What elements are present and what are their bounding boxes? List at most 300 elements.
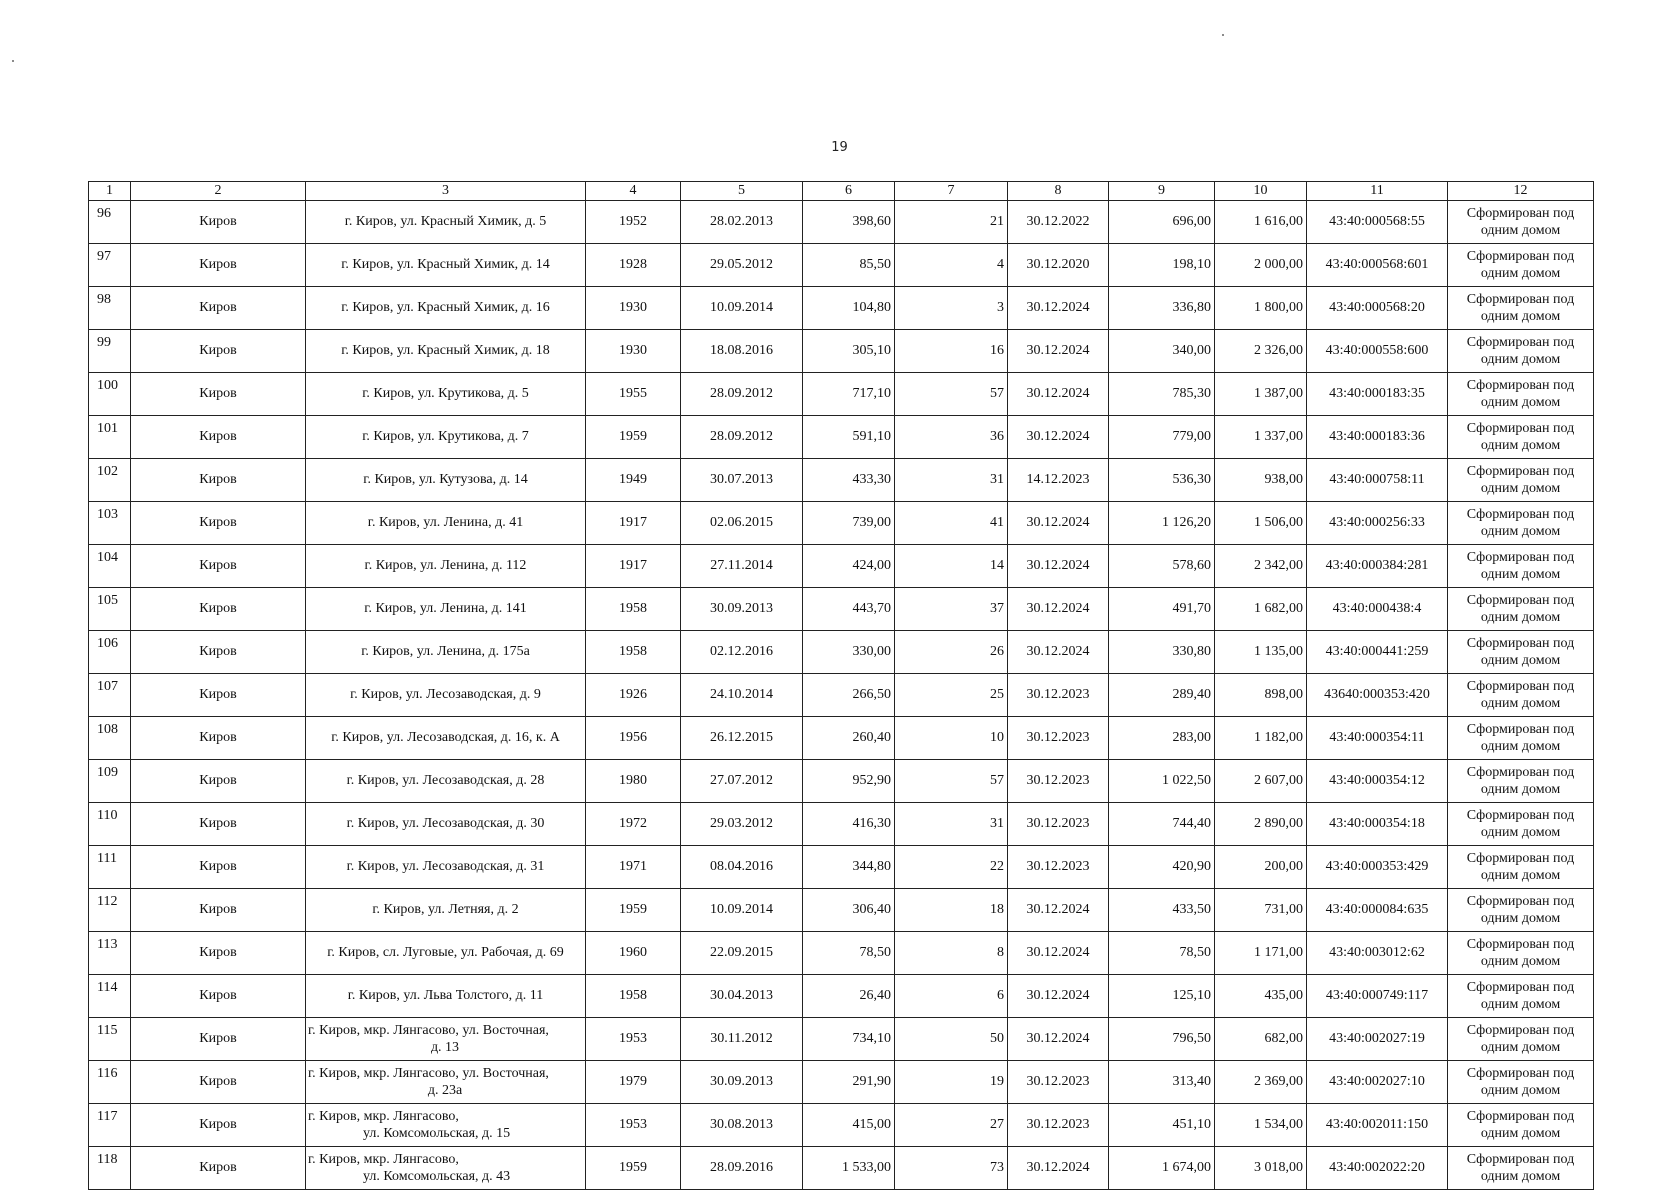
address-line: г. Киров, ул. Лесозаводская, д. 16, к. А [331, 730, 560, 745]
note-line: Сформирован под [1466, 292, 1575, 307]
plan-date-cell: 30.12.2024 [1008, 416, 1109, 459]
note-cell [1448, 846, 1594, 889]
address-cell [306, 1104, 586, 1147]
year-cell: 1979 [586, 1061, 681, 1104]
row-number: 114 [89, 975, 131, 1018]
note-cell [1448, 1104, 1594, 1147]
address-cell [306, 287, 586, 330]
table-row [89, 631, 1594, 674]
row-number: 100 [89, 373, 131, 416]
table-row [89, 674, 1594, 717]
note-line: одним домом [1480, 352, 1561, 367]
year-cell: 1959 [586, 1147, 681, 1190]
residents-cell: 26 [895, 631, 1008, 674]
year-cell: 1930 [586, 330, 681, 373]
address-cell [306, 330, 586, 373]
row-number: 105 [89, 588, 131, 631]
row-number: 99 [89, 330, 131, 373]
note-line: Сформирован под [1466, 808, 1575, 823]
row-number: 116 [89, 1061, 131, 1104]
note-line: Сформирован под [1466, 1152, 1575, 1167]
address-cell [306, 201, 586, 244]
cost-cell: 1 800,00 [1215, 287, 1307, 330]
plan-date-cell: 30.12.2023 [1008, 674, 1109, 717]
city-cell: Киров [131, 631, 306, 674]
city-cell: Киров [131, 287, 306, 330]
note-line: одним домом [1480, 266, 1561, 281]
cadastral-number-cell: 43:40:002027:10 [1307, 1061, 1448, 1104]
scan-speck [1222, 34, 1224, 36]
year-cell: 1949 [586, 459, 681, 502]
year-cell: 1928 [586, 244, 681, 287]
note-line: Сформирован под [1466, 980, 1575, 995]
date-cell: 30.04.2013 [681, 975, 803, 1018]
note-line: одним домом [1480, 438, 1561, 453]
column-header-9: 9 [1109, 182, 1215, 201]
cost-cell: 2 326,00 [1215, 330, 1307, 373]
year-cell: 1953 [586, 1018, 681, 1061]
table-row [89, 244, 1594, 287]
plan-date-cell: 30.12.2024 [1008, 1147, 1109, 1190]
note-line: Сформирован под [1466, 894, 1575, 909]
city-cell: Киров [131, 201, 306, 244]
address-line: г. Киров, ул. Лесозаводская, д. 30 [346, 816, 545, 831]
land-area-cell: 578,60 [1109, 545, 1215, 588]
city-cell: Киров [131, 760, 306, 803]
plan-date-cell: 30.12.2023 [1008, 1104, 1109, 1147]
address-cell [306, 588, 586, 631]
area-cell: 306,40 [803, 889, 895, 932]
note-cell [1448, 1147, 1594, 1190]
table-row [89, 803, 1594, 846]
year-cell: 1953 [586, 1104, 681, 1147]
registry-table [88, 181, 1594, 1190]
residents-cell: 6 [895, 975, 1008, 1018]
land-area-cell: 336,80 [1109, 287, 1215, 330]
address-line: г. Киров, мкр. Лянгасово, ул. Восточная, [308, 1023, 549, 1038]
address-line: г. Киров, мкр. Лянгасово, [308, 1152, 459, 1167]
date-cell: 27.11.2014 [681, 545, 803, 588]
year-cell: 1972 [586, 803, 681, 846]
area-cell: 416,30 [803, 803, 895, 846]
address-line: г. Киров, ул. Ленина, д. 175а [361, 644, 530, 659]
cadastral-number-cell: 43:40:000558:600 [1307, 330, 1448, 373]
plan-date-cell: 30.12.2024 [1008, 330, 1109, 373]
date-cell: 30.09.2013 [681, 1061, 803, 1104]
table-body [89, 201, 1594, 1190]
plan-date-cell: 30.12.2024 [1008, 975, 1109, 1018]
row-number: 117 [89, 1104, 131, 1147]
land-area-cell: 491,70 [1109, 588, 1215, 631]
date-cell: 29.05.2012 [681, 244, 803, 287]
date-cell: 10.09.2014 [681, 889, 803, 932]
note-line: Сформирован под [1466, 722, 1575, 737]
table-row [89, 459, 1594, 502]
cost-cell: 731,00 [1215, 889, 1307, 932]
table-row [89, 287, 1594, 330]
area-cell: 266,50 [803, 674, 895, 717]
cost-cell: 2 342,00 [1215, 545, 1307, 588]
cost-cell: 938,00 [1215, 459, 1307, 502]
residents-cell: 36 [895, 416, 1008, 459]
note-cell [1448, 502, 1594, 545]
address-line: г. Киров, ул. Крутикова, д. 5 [362, 386, 529, 401]
address-cell [306, 1147, 586, 1190]
note-cell [1448, 932, 1594, 975]
year-cell: 1917 [586, 502, 681, 545]
city-cell: Киров [131, 803, 306, 846]
row-number: 101 [89, 416, 131, 459]
area-cell: 739,00 [803, 502, 895, 545]
note-cell [1448, 1018, 1594, 1061]
column-header-1: 1 [89, 182, 131, 201]
plan-date-cell: 30.12.2023 [1008, 717, 1109, 760]
city-cell: Киров [131, 1018, 306, 1061]
cost-cell: 1 682,00 [1215, 588, 1307, 631]
land-area-cell: 283,00 [1109, 717, 1215, 760]
table-row [89, 545, 1594, 588]
address-cell [306, 459, 586, 502]
note-cell [1448, 674, 1594, 717]
cadastral-number-cell: 43:40:000568:20 [1307, 287, 1448, 330]
address-cell [306, 803, 586, 846]
area-cell: 78,50 [803, 932, 895, 975]
city-cell: Киров [131, 545, 306, 588]
address-line: г. Киров, ул. Лесозаводская, д. 28 [346, 773, 545, 788]
row-number: 111 [89, 846, 131, 889]
note-line: Сформирован под [1466, 507, 1575, 522]
year-cell: 1960 [586, 932, 681, 975]
year-cell: 1956 [586, 717, 681, 760]
table-row [89, 330, 1594, 373]
residents-cell: 4 [895, 244, 1008, 287]
residents-cell: 31 [895, 459, 1008, 502]
land-area-cell: 340,00 [1109, 330, 1215, 373]
land-area-cell: 420,90 [1109, 846, 1215, 889]
table-row [89, 588, 1594, 631]
note-line: Сформирован под [1466, 464, 1575, 479]
note-line: одним домом [1480, 567, 1561, 582]
land-area-cell: 451,10 [1109, 1104, 1215, 1147]
table-row [89, 889, 1594, 932]
note-line: одним домом [1480, 868, 1561, 883]
area-cell: 260,40 [803, 717, 895, 760]
row-number: 109 [89, 760, 131, 803]
address-cell [306, 373, 586, 416]
cadastral-number-cell: 43:40:002027:19 [1307, 1018, 1448, 1061]
land-area-cell: 1 126,20 [1109, 502, 1215, 545]
note-cell [1448, 287, 1594, 330]
plan-date-cell: 30.12.2024 [1008, 1018, 1109, 1061]
address-line: г. Киров, ул. Красный Химик, д. 16 [341, 300, 550, 315]
note-line: Сформирован под [1466, 679, 1575, 694]
city-cell: Киров [131, 932, 306, 975]
address-cell [306, 717, 586, 760]
residents-cell: 18 [895, 889, 1008, 932]
scan-speck [12, 60, 14, 62]
address-cell [306, 975, 586, 1018]
land-area-cell: 785,30 [1109, 373, 1215, 416]
header-row [89, 182, 1594, 201]
land-area-cell: 779,00 [1109, 416, 1215, 459]
row-number: 103 [89, 502, 131, 545]
row-number: 118 [89, 1147, 131, 1190]
residents-cell: 21 [895, 201, 1008, 244]
address-cell [306, 502, 586, 545]
page-number: 19 [831, 140, 848, 155]
address-line: г. Киров, ул. Крутикова, д. 7 [362, 429, 529, 444]
year-cell: 1917 [586, 545, 681, 588]
residents-cell: 41 [895, 502, 1008, 545]
address-line: г. Киров, ул. Красный Химик, д. 14 [341, 257, 550, 272]
area-cell: 591,10 [803, 416, 895, 459]
table-row [89, 1147, 1594, 1190]
residents-cell: 50 [895, 1018, 1008, 1061]
cost-cell: 2 369,00 [1215, 1061, 1307, 1104]
address-line: д. 13 [430, 1040, 460, 1055]
residents-cell: 3 [895, 287, 1008, 330]
address-cell [306, 846, 586, 889]
note-line: одним домом [1480, 610, 1561, 625]
date-cell: 30.08.2013 [681, 1104, 803, 1147]
year-cell: 1952 [586, 201, 681, 244]
area-cell: 424,00 [803, 545, 895, 588]
note-line: одним домом [1480, 1040, 1561, 1055]
row-number: 110 [89, 803, 131, 846]
cadastral-number-cell: 43:40:000568:55 [1307, 201, 1448, 244]
note-line: Сформирован под [1466, 550, 1575, 565]
plan-date-cell: 30.12.2024 [1008, 889, 1109, 932]
table-row [89, 201, 1594, 244]
note-line: Сформирован под [1466, 636, 1575, 651]
cadastral-number-cell: 43:40:000354:18 [1307, 803, 1448, 846]
residents-cell: 8 [895, 932, 1008, 975]
table-row [89, 1061, 1594, 1104]
column-header-8: 8 [1008, 182, 1109, 201]
residents-cell: 37 [895, 588, 1008, 631]
residents-cell: 73 [895, 1147, 1008, 1190]
city-cell: Киров [131, 416, 306, 459]
area-cell: 26,40 [803, 975, 895, 1018]
cadastral-number-cell: 43:40:000183:36 [1307, 416, 1448, 459]
note-line: одним домом [1480, 524, 1561, 539]
table-row [89, 717, 1594, 760]
area-cell: 305,10 [803, 330, 895, 373]
city-cell: Киров [131, 244, 306, 287]
note-line: Сформирован под [1466, 378, 1575, 393]
residents-cell: 22 [895, 846, 1008, 889]
date-cell: 27.07.2012 [681, 760, 803, 803]
note-line: одним домом [1480, 739, 1561, 754]
table-row [89, 1018, 1594, 1061]
row-number: 96 [89, 201, 131, 244]
land-area-cell: 433,50 [1109, 889, 1215, 932]
row-number: 98 [89, 287, 131, 330]
note-cell [1448, 717, 1594, 760]
table-row [89, 846, 1594, 889]
column-header-11: 11 [1307, 182, 1448, 201]
year-cell: 1926 [586, 674, 681, 717]
date-cell: 08.04.2016 [681, 846, 803, 889]
area-cell: 415,00 [803, 1104, 895, 1147]
address-line: г. Киров, ул. Льва Толстого, д. 11 [347, 988, 544, 1003]
cost-cell: 1 182,00 [1215, 717, 1307, 760]
cadastral-number-cell: 43:40:000183:35 [1307, 373, 1448, 416]
plan-date-cell: 30.12.2024 [1008, 932, 1109, 975]
note-cell [1448, 631, 1594, 674]
table-row [89, 1104, 1594, 1147]
cost-cell: 435,00 [1215, 975, 1307, 1018]
cadastral-number-cell: 43:40:000441:259 [1307, 631, 1448, 674]
address-cell [306, 416, 586, 459]
land-area-cell: 1 674,00 [1109, 1147, 1215, 1190]
column-header-2: 2 [131, 182, 306, 201]
address-line: г. Киров, ул. Кутузова, д. 14 [363, 472, 528, 487]
residents-cell: 14 [895, 545, 1008, 588]
land-area-cell: 198,10 [1109, 244, 1215, 287]
note-cell [1448, 416, 1594, 459]
cadastral-number-cell: 43:40:000749:117 [1307, 975, 1448, 1018]
note-line: одним домом [1480, 481, 1561, 496]
address-line: г. Киров, ул. Ленина, д. 141 [364, 601, 527, 616]
address-cell [306, 889, 586, 932]
area-cell: 443,70 [803, 588, 895, 631]
note-line: Сформирован под [1466, 335, 1575, 350]
date-cell: 24.10.2014 [681, 674, 803, 717]
plan-date-cell: 30.12.2024 [1008, 373, 1109, 416]
column-header-6: 6 [803, 182, 895, 201]
note-cell [1448, 330, 1594, 373]
cost-cell: 2 000,00 [1215, 244, 1307, 287]
year-cell: 1955 [586, 373, 681, 416]
area-cell: 330,00 [803, 631, 895, 674]
address-line: г. Киров, сл. Луговые, ул. Рабочая, д. 69 [327, 945, 564, 960]
cadastral-number-cell: 43:40:002022:20 [1307, 1147, 1448, 1190]
year-cell: 1958 [586, 975, 681, 1018]
land-area-cell: 744,40 [1109, 803, 1215, 846]
address-cell [306, 545, 586, 588]
address-cell [306, 631, 586, 674]
city-cell: Киров [131, 588, 306, 631]
city-cell: Киров [131, 846, 306, 889]
residents-cell: 57 [895, 760, 1008, 803]
note-cell [1448, 760, 1594, 803]
address-line: г. Киров, мкр. Лянгасово, [308, 1109, 459, 1124]
column-header-4: 4 [586, 182, 681, 201]
row-number: 112 [89, 889, 131, 932]
cadastral-number-cell: 43:40:000354:12 [1307, 760, 1448, 803]
note-line: Сформирован под [1466, 249, 1575, 264]
address-cell [306, 1018, 586, 1061]
note-line: одним домом [1480, 1083, 1561, 1098]
land-area-cell: 796,50 [1109, 1018, 1215, 1061]
date-cell: 30.07.2013 [681, 459, 803, 502]
year-cell: 1959 [586, 889, 681, 932]
note-cell [1448, 545, 1594, 588]
note-line: одним домом [1480, 309, 1561, 324]
note-line: Сформирован под [1466, 421, 1575, 436]
plan-date-cell: 14.12.2023 [1008, 459, 1109, 502]
note-cell [1448, 889, 1594, 932]
table-row [89, 975, 1594, 1018]
date-cell: 30.11.2012 [681, 1018, 803, 1061]
plan-date-cell: 30.12.2023 [1008, 846, 1109, 889]
cost-cell: 3 018,00 [1215, 1147, 1307, 1190]
date-cell: 26.12.2015 [681, 717, 803, 760]
cost-cell: 1 135,00 [1215, 631, 1307, 674]
column-header-10: 10 [1215, 182, 1307, 201]
row-number: 108 [89, 717, 131, 760]
cadastral-number-cell: 43:40:003012:62 [1307, 932, 1448, 975]
plan-date-cell: 30.12.2024 [1008, 287, 1109, 330]
table-row [89, 416, 1594, 459]
residents-cell: 16 [895, 330, 1008, 373]
cadastral-number-cell: 43:40:000256:33 [1307, 502, 1448, 545]
address-cell [306, 932, 586, 975]
city-cell: Киров [131, 502, 306, 545]
column-header-7: 7 [895, 182, 1008, 201]
note-cell [1448, 201, 1594, 244]
address-cell [306, 1061, 586, 1104]
plan-date-cell: 30.12.2024 [1008, 502, 1109, 545]
note-line: одним домом [1480, 782, 1561, 797]
area-cell: 344,80 [803, 846, 895, 889]
land-area-cell: 289,40 [1109, 674, 1215, 717]
note-cell [1448, 588, 1594, 631]
row-number: 106 [89, 631, 131, 674]
date-cell: 02.06.2015 [681, 502, 803, 545]
cost-cell: 898,00 [1215, 674, 1307, 717]
residents-cell: 31 [895, 803, 1008, 846]
year-cell: 1958 [586, 631, 681, 674]
address-cell [306, 760, 586, 803]
note-cell [1448, 459, 1594, 502]
cadastral-number-cell: 43:40:000353:429 [1307, 846, 1448, 889]
cadastral-number-cell: 43:40:000084:635 [1307, 889, 1448, 932]
note-line: одним домом [1480, 395, 1561, 410]
address-line: г. Киров, ул. Ленина, д. 112 [364, 558, 527, 573]
year-cell: 1959 [586, 416, 681, 459]
date-cell: 28.09.2016 [681, 1147, 803, 1190]
row-number: 102 [89, 459, 131, 502]
date-cell: 30.09.2013 [681, 588, 803, 631]
date-cell: 29.03.2012 [681, 803, 803, 846]
address-line: ул. Комсомольская, д. 43 [363, 1169, 511, 1184]
city-cell: Киров [131, 1147, 306, 1190]
year-cell: 1971 [586, 846, 681, 889]
date-cell: 22.09.2015 [681, 932, 803, 975]
note-line: Сформирован под [1466, 1023, 1575, 1038]
row-number: 104 [89, 545, 131, 588]
cadastral-number-cell: 43:40:000568:601 [1307, 244, 1448, 287]
area-cell: 1 533,00 [803, 1147, 895, 1190]
note-line: одним домом [1480, 653, 1561, 668]
note-cell [1448, 244, 1594, 287]
residents-cell: 10 [895, 717, 1008, 760]
cost-cell: 2 607,00 [1215, 760, 1307, 803]
plan-date-cell: 30.12.2023 [1008, 803, 1109, 846]
city-cell: Киров [131, 975, 306, 1018]
note-line: Сформирован под [1466, 765, 1575, 780]
date-cell: 28.09.2012 [681, 373, 803, 416]
cost-cell: 1 506,00 [1215, 502, 1307, 545]
area-cell: 433,30 [803, 459, 895, 502]
land-area-cell: 330,80 [1109, 631, 1215, 674]
area-cell: 734,10 [803, 1018, 895, 1061]
note-line: одним домом [1480, 696, 1561, 711]
city-cell: Киров [131, 717, 306, 760]
plan-date-cell: 30.12.2020 [1008, 244, 1109, 287]
